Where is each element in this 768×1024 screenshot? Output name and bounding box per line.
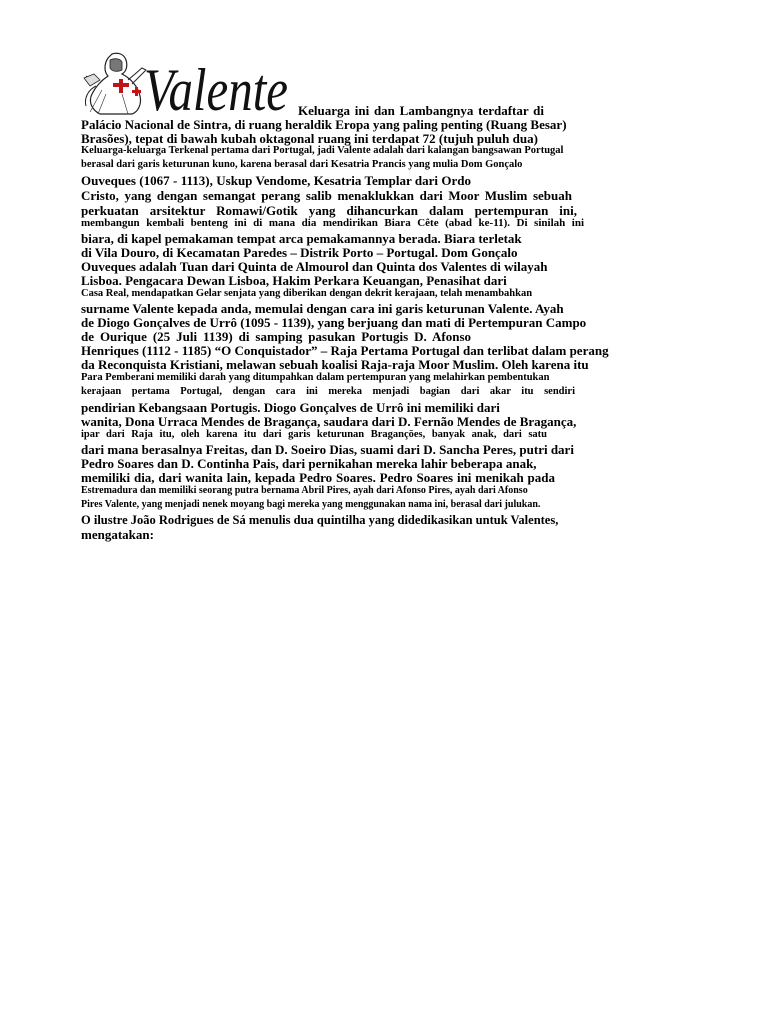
text-line: Para Pemberani memiliki darah yang ditumpahkan dalam pertempuran yang melahirkan pembentukan	[81, 372, 550, 383]
text-line: Cristo, yang dengan semangat perang salib menaklukkan dari Moor Muslim sebuah	[81, 188, 572, 203]
text-line: surname Valente kepada anda, memulai dengan cara ini garis keturunan Valente. Ayah	[81, 301, 564, 316]
text-line: Keluarga ini dan Lambangnya terdaftar di	[298, 103, 544, 118]
valente-logo	[82, 50, 290, 123]
text-line: Keluarga-keluarga Terkenal pertama dari Portugal, jadi Valente adalah dari kalangan bangsawan Portugal	[81, 145, 564, 156]
text-line: perkuatan arsitektur Romawi/Gotik yang dihancurkan dalam pertempuran ini,	[81, 203, 577, 218]
text-line: kerajaan pertama Portugal, dengan cara ini mereka menjadi bagian dari akar itu sendiri	[81, 386, 575, 397]
text-line: ipar dari Raja itu, oleh karena itu dari garis keturunan Bragançōes, banyak anak, dari satu	[81, 429, 547, 440]
text-line: biara, di kapel pemakaman tempat arca pemakamannya berada. Biara terletak	[81, 231, 522, 246]
text-line: wanita, Dona Urraca Mendes de Bragança, saudara dari D. Fernão Mendes de Bragança,	[81, 414, 577, 429]
text-line: Pires Valente, yang menjadi nenek moyang bagi mereka yang menggunakan nama ini, berasal dari julukan.	[81, 499, 541, 510]
text-line: Casa Real, mendapatkan Gelar senjata yang diberikan dengan dekrit kerajaan, telah menambahkan	[81, 288, 533, 299]
text-line: Lisboa. Pengacara Dewan Lisboa, Hakim Perkara Keuangan, Penasihat dari	[81, 273, 507, 288]
text-line: Henriques (1112 - 1185) “O Conquistador” – Raja Pertama Portugal dan terlibat dalam perang	[81, 343, 609, 358]
text-line: Ouveques (1067 - 1113), Uskup Vendome, Kesatria Templar dari Ordo	[81, 173, 471, 188]
text-line: membangun kembali benteng ini di mana dia mendirikan Biara Cête (abad ke-11). Di sinilah ini	[81, 217, 584, 229]
text-line: berasal dari garis keturunan kuno, karena berasal dari Kesatria Prancis yang mulia Dom Gonçalo	[81, 159, 523, 170]
text-line: da Reconquista Kristiani, melawan sebuah koalisi Raja-raja Moor Muslim. Oleh karena itu	[81, 357, 589, 372]
text-line: Brasões), tepat di bawah kubah oktagonal ruang ini terdapat 72 (tujuh puluh dua)	[81, 131, 538, 146]
text-line: Pedro Soares dan D. Continha Pais, dari pernikahan mereka lahir beberapa anak,	[81, 456, 537, 471]
text-line: mengatakan:	[81, 527, 154, 542]
text-line: O ilustre João Rodrigues de Sá menulis dua quintilha yang didedikasikan untuk Valentes,	[81, 513, 559, 527]
text-line: de Ourique (25 Juli 1139) di samping pasukan Portugis D. Afonso	[81, 329, 471, 344]
text-line: de Diogo Gonçalves de Urrô (1095 - 1139), yang berjuang dan mati di Pertempuran Campo	[81, 315, 587, 330]
text-line: memiliki dia, dari wanita lain, kepada Pedro Soares. Pedro Soares ini menikah pada	[81, 470, 555, 485]
text-line: dari mana berasalnya Freitas, dan D. Soeiro Dias, suami dari D. Sancha Peres, putri dari	[81, 442, 574, 457]
logo-text: Valente	[144, 57, 288, 123]
text-line: di Vila Douro, di Kecamatan Paredes – Distrik Porto – Portugal. Dom Gonçalo	[81, 245, 518, 260]
text-line: Palácio Nacional de Sintra, di ruang heraldik Eropa yang paling penting (Ruang Besar)	[81, 117, 567, 132]
text-line: Estremadura dan memiliki seorang putra bernama Abril Pires, ayah dari Afonso Pires, ayah dari Afonso	[81, 485, 528, 496]
text-line: pendirian Kebangsaan Portugis. Diogo Gonçalves de Urrô ini memiliki dari	[81, 400, 500, 415]
text-line: Ouveques adalah Tuan dari Quinta de Almourol dan Quinta dos Valentes di wilayah	[81, 259, 548, 274]
